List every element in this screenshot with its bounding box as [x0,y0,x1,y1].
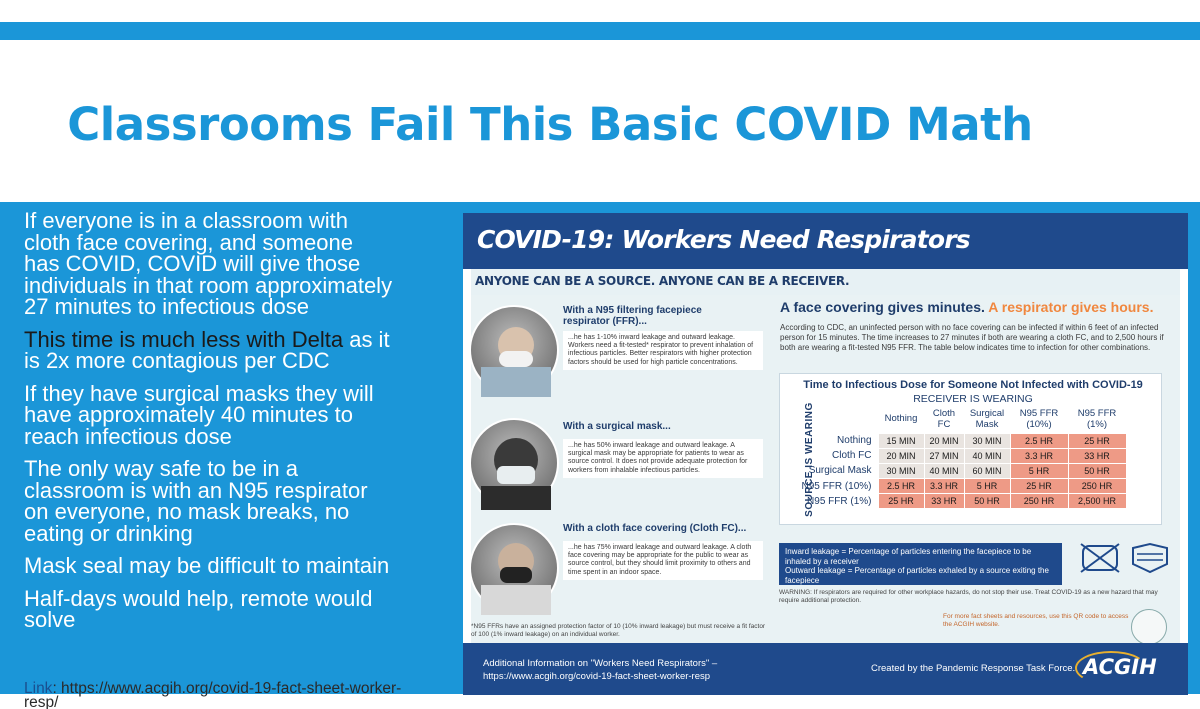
table-cell: 2,500 HR [1068,494,1126,509]
bullet-line: The only way safe to be in a [24,456,298,481]
table-cell: 33 HR [1068,448,1126,463]
panel-n95-title [563,305,702,327]
row-label: Surgical Mask [808,465,872,477]
no-mask-icon [1075,538,1175,578]
cloth-worker-photo [469,523,559,613]
n95-worker-photo [469,305,559,395]
dose-table [792,405,1127,509]
bullet-line: classroom is with an N95 respirator [24,477,368,503]
panel-surgical-title: With a surgical mask... [563,421,671,432]
bullet-line: on everyone, no mask breaks, no [24,499,350,524]
bullet-line: solve [24,607,76,632]
table-cell: 25 HR [1010,479,1068,494]
bullet-line: individuals in that room approximately [24,272,393,298]
more-info-text: For more fact sheets and resources, use this QR code to access the ACGIH website. [943,613,1129,628]
link-url[interactable]: : https://www.acgih.org/covid-19-fact-sheet-worker- [52,680,402,697]
bullet-1 [24,210,454,318]
table-cell: 25 HR [878,494,924,509]
panel-cloth-title: With a cloth face covering (Cloth FC)... [563,523,747,534]
table-cell: 250 HR [1068,479,1126,494]
bullet-line-rest: as it [343,326,390,352]
table-cell: 250 HR [1010,494,1068,509]
bullet-line [24,326,454,352]
bullet-line: 27 minutes to infectious dose [24,294,309,319]
link-url-continued[interactable]: resp/ [24,694,59,709]
link-label[interactable]: Link [24,680,53,697]
bullet-line: is 2x more contagious per CDC [24,348,330,373]
headline-minutes: A face covering gives minutes. [780,299,985,315]
row-label: Cloth FC [832,450,872,462]
table-cell: 40 MIN [924,463,964,478]
col-header: Nothing [884,413,918,425]
sheet-intro: According to CDC, an uninfected person with no face covering can be infected if within 6 feet of an infected person for 15 minutes. The time increases to 27 minutes if both are wearing a cloth FC, and to 2,500 hours if both are wearing a fit-tested N95 FFR. The table below indicates time to infection for other combinations. [780,323,1164,352]
row-label: Nothing [837,435,872,447]
bullet-4 [24,458,454,544]
bullet-6 [24,585,454,632]
col-header: Surgical Mask [969,407,1005,430]
table-cell: 60 MIN [964,463,1010,478]
panel-surgical-text: ...he has 50% inward leakage and outward leakage. A surgical mask may be appropriate for patients to wear as source control. It does not provide adequate protection for workers from inhalable infectious particles. [563,439,763,478]
bullet-5 [24,555,454,577]
table-cell: 3.3 HR [1010,448,1068,463]
infectious-dose-table [779,373,1162,525]
panel-cloth-text: ...he has 75% inward leakage and outward leakage. A cloth face covering may be appropriate for the public to wear as source control, but they should limit proximity to others and time spent in an indoor space. [563,541,763,580]
slide-title: Classrooms Fail This Basic COVID Math [67,98,1033,151]
bullet-2 [24,326,454,373]
bullet-line: has COVID, COVID will give those [24,251,361,276]
table-cell: 30 MIN [964,433,1010,448]
table-cell: 33 HR [924,494,964,509]
leakage-legend [779,543,1062,585]
bullet-line: If they have surgical masks they will [24,380,374,406]
fact-sheet-image [463,213,1188,695]
bullet-line: cloth face covering, and someone [24,229,353,255]
receiver-header: RECEIVER IS WEARING [913,393,1033,405]
bullet-line: If everyone is in a classroom with [24,208,349,233]
bullet-line: eating or drinking [24,520,193,546]
table-cell: 15 MIN [878,433,924,448]
source-link[interactable] [24,682,464,709]
table-cell: 3.3 HR [924,479,964,494]
headline-hours: A respirator gives hours. [984,299,1154,315]
top-accent-bar [0,22,1200,40]
sheet-footnote: *N95 FFRs have an assigned protection factor of 10 (10% inward leakage) but must receive a fit factor of 100 (1% inward leakage) on an individual worker. [471,623,766,638]
row-label: N95 FFR (10%) [801,480,872,492]
legend-inward: Inward leakage = Percentage of particles entering the facepiece to be inhaled by a receiver [785,547,1032,566]
bullet-line: have approximately 40 minutes to [24,402,353,427]
footer-line-2: https://www.acgih.org/covid-19-fact-sheet-worker-resp [483,671,711,682]
sheet-subtitle-bar [471,269,1180,295]
panel-title-line: With a N95 filtering facepiece [563,305,702,316]
logo-arc [1075,651,1147,685]
col-header: N95 FFR (1%) [1077,407,1117,430]
footer-credit: Created by the Pandemic Response Task Force. [871,663,1076,674]
bullet-line: Half-days would help, remote would [24,585,373,611]
table-cell: 25 HR [1068,433,1126,448]
mask-icons [1075,538,1175,578]
bullet-line: Mask seal may be difficult to maintain [24,553,390,578]
table-cell: 50 HR [1068,463,1126,478]
sheet-subtitle: ANYONE CAN BE A SOURCE. ANYONE CAN BE A RECEIVER. [475,274,850,288]
delta-highlight: This time is much less with Delta [24,326,344,352]
panel-title-line: respirator (FFR)... [563,316,647,327]
logo-text: ACGIH [1083,655,1157,679]
col-header: Cloth FC [932,407,956,430]
table-title: Time to Infectious Dose for Someone Not Infected with COVID-19 [803,379,1143,391]
table-cell: 5 HR [1010,463,1068,478]
row-label: N95 FFR (1%) [807,495,872,507]
qr-code-seal [1131,609,1167,645]
surgical-worker-photo [469,418,559,508]
sheet-header [463,213,1188,269]
footer-line-1: Additional Information on "Workers Need Respirators" – [483,658,718,669]
footer-info [483,657,717,683]
corner-cell [792,405,878,433]
source-axis-label: SOURCE IS WEARING [803,402,815,517]
table-cell: 27 MIN [924,448,964,463]
legend-outward: Outward leakage = Percentage of particles exhaled by a source exiting the facepiece [785,566,1049,585]
table-cell: 2.5 HR [1010,433,1068,448]
warning-text: WARNING: If respirators are required for other workplace hazards, do not stop their use. Treat COVID-19 as a new hazard that may require additional protection. [779,589,1158,604]
table-cell: 5 HR [964,479,1010,494]
table-cell: 50 HR [964,494,1010,509]
sheet-footer-bar [463,643,1188,695]
sheet-headline [780,299,1153,315]
bullet-3 [24,380,454,449]
acgih-logo [1083,655,1157,679]
table-cell: 30 MIN [878,463,924,478]
table-cell: 20 MIN [878,448,924,463]
table-cell: 2.5 HR [878,479,924,494]
sheet-title: COVID-19: Workers Need Respirators [477,225,970,254]
table-cell: 20 MIN [924,433,964,448]
bullet-line: reach infectious dose [24,423,232,449]
col-header: N95 FFR (10%) [1019,407,1059,430]
panel-n95-text: ...he has 1-10% inward leakage and outward leakage. Workers need a fit-tested* respirator to prevent inhalation of infectious particles. Better respirators with higher protection factors should be used for high particle concentrations. [563,331,763,370]
bullet-list [24,210,454,642]
table-cell: 40 MIN [964,448,1010,463]
